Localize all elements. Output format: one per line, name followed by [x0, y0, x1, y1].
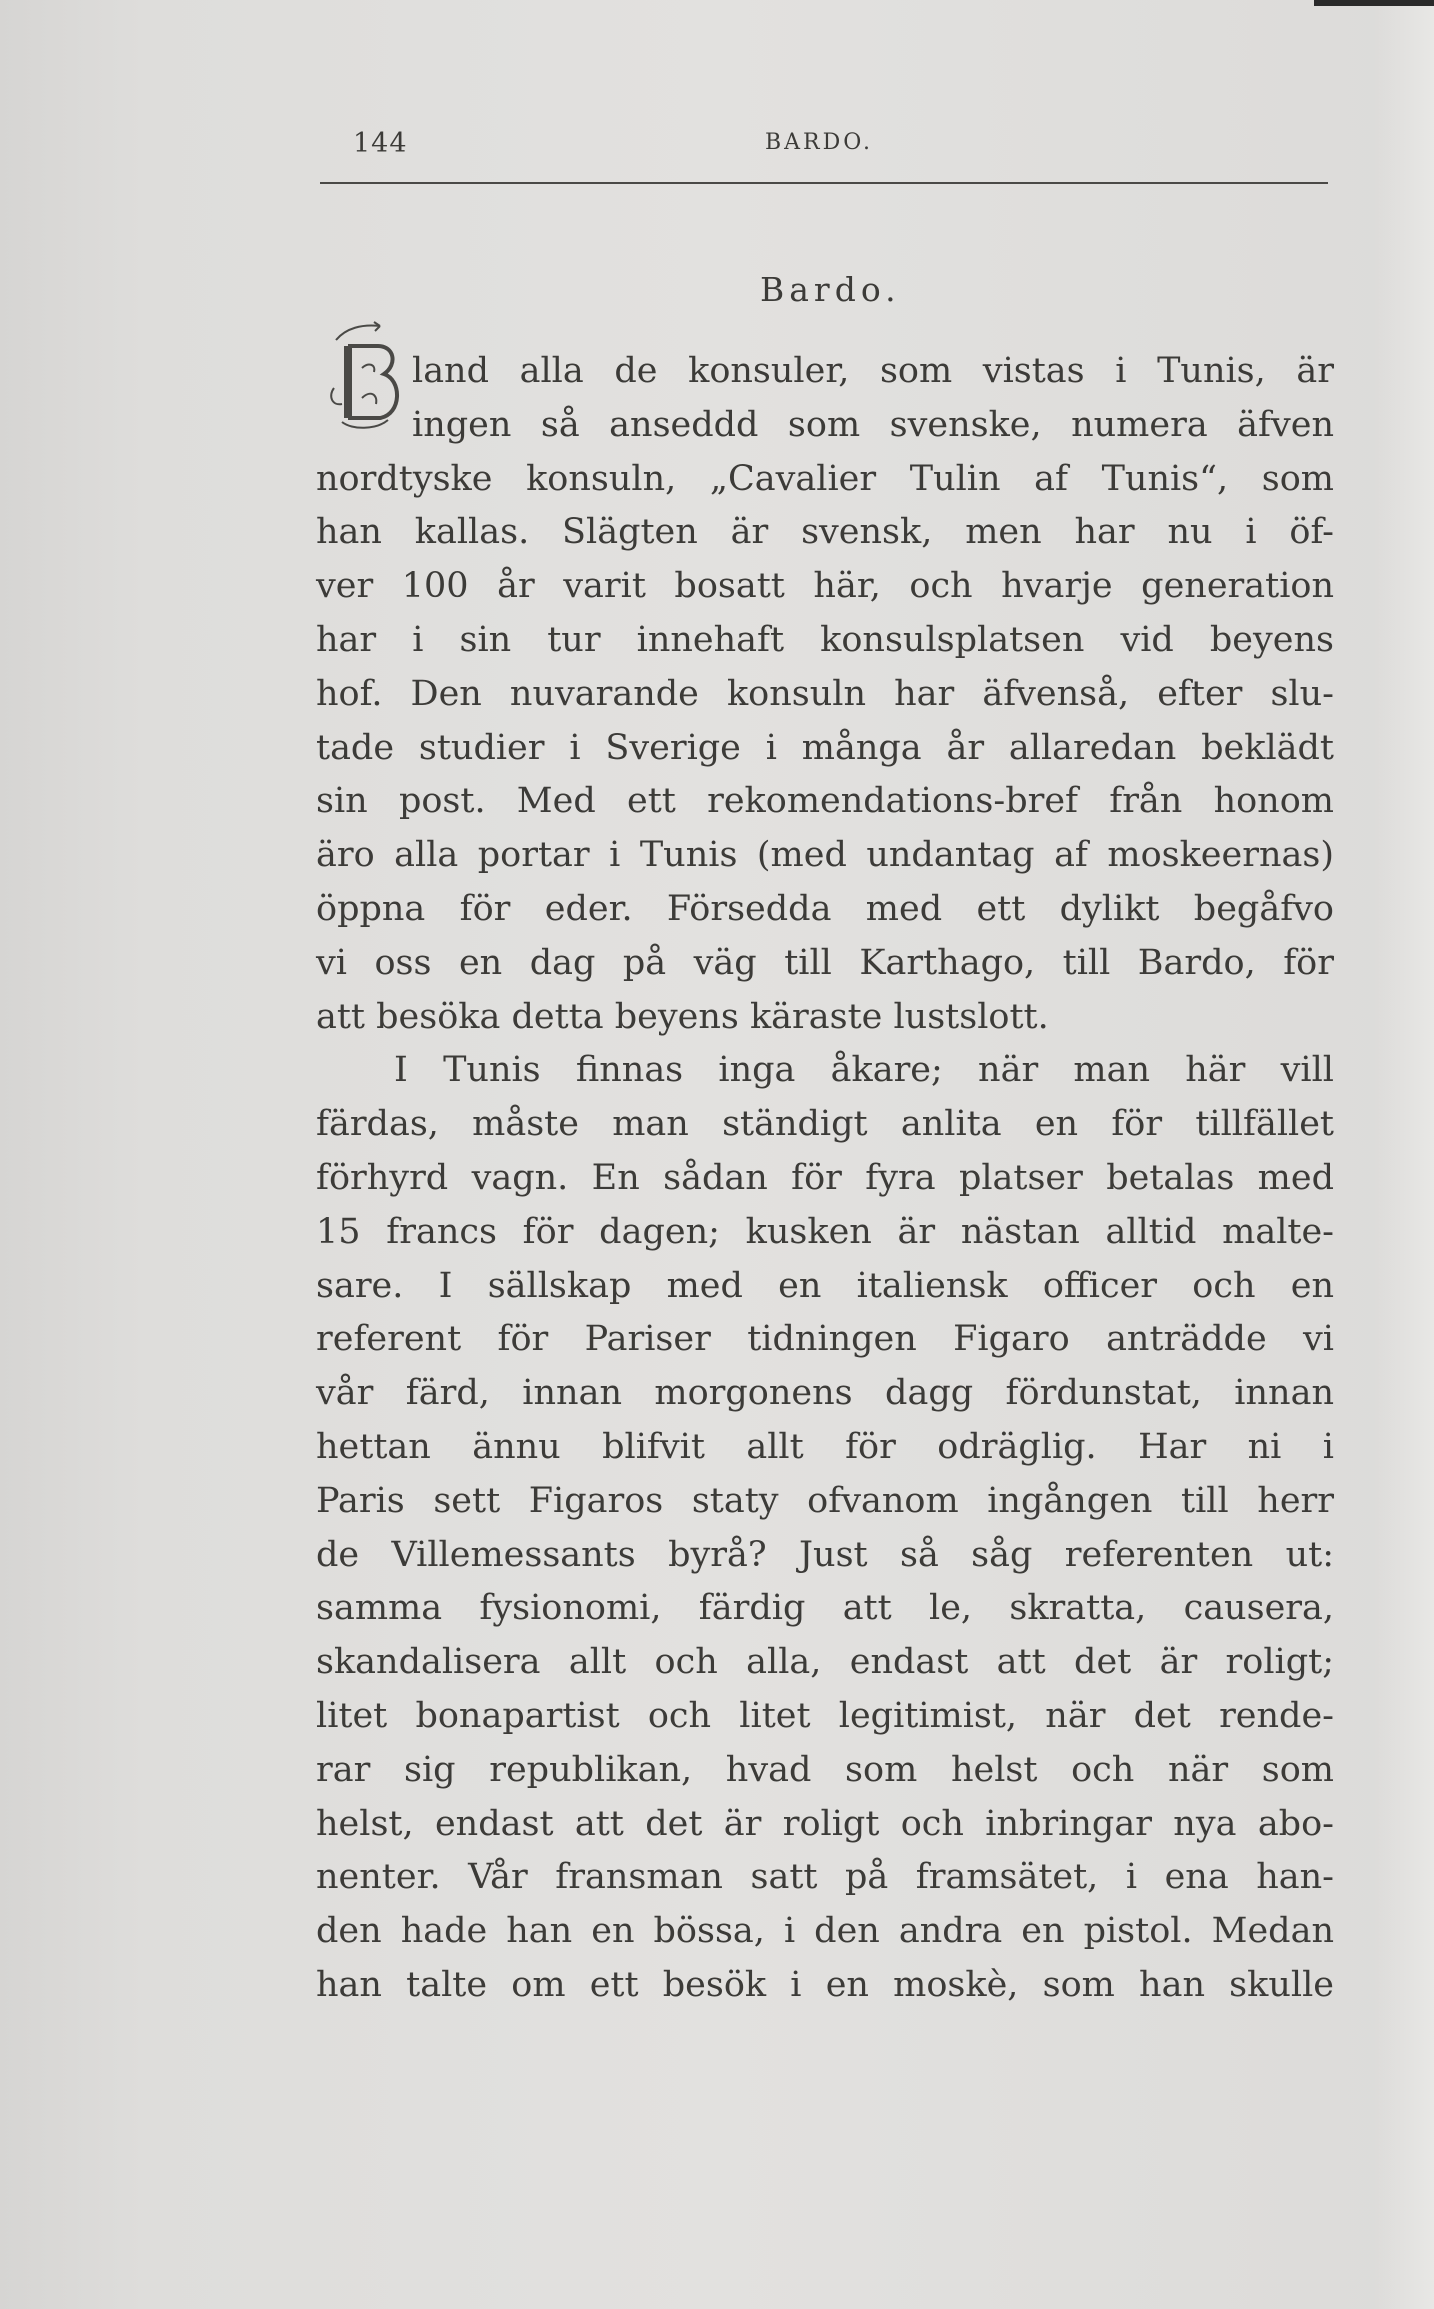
text-line: tade studier i Sverige i många år allaredan beklädt	[316, 727, 1334, 768]
text-line: litet bonapartist och litet legitimist, när det rende-	[316, 1695, 1334, 1736]
text-line: Paris sett Figaros staty ofvanom ingången till herr	[316, 1480, 1334, 1521]
body-text	[316, 345, 1334, 2013]
text-line: nordtyske konsuln, „Cavalier Tulin af Tunis“, som	[316, 458, 1334, 499]
page-number: 144	[353, 128, 408, 159]
text-line: 15 francs för dagen; kusken är nästan alltid malte-	[316, 1211, 1334, 1252]
text-line: ver 100 år varit bosatt här, och hvarje generation	[316, 566, 1334, 607]
text-line: äro alla portar i Tunis (med undantag af moskeernas)	[316, 835, 1334, 876]
text-line: att besöka detta beyens käraste lustslott.	[316, 996, 1049, 1037]
text-line: land alla de konsuler, som vistas i Tunis, är	[412, 351, 1334, 391]
scan-border	[1314, 0, 1434, 6]
text-line: vår färd, innan morgonens dagg fördunstat, innan	[316, 1373, 1334, 1414]
text-line: har i sin tur innehaft konsulsplatsen vid beyens	[316, 619, 1334, 660]
text-line: skandalisera allt och alla, endast att det är roligt;	[316, 1642, 1334, 1683]
text-line: referent för Pariser tidningen Figaro anträdde vi	[316, 1319, 1334, 1360]
text-line: han kallas. Slägten är svensk, men har nu i öf-	[316, 512, 1334, 553]
text-line: hettan ännu blifvit allt för odräglig. Har ni i	[316, 1426, 1334, 1467]
text-line: samma fysionomi, färdig att le, skratta, causera,	[316, 1588, 1334, 1629]
text-line: färdas, måste man ständigt anlita en för tillfället	[316, 1104, 1334, 1145]
text-line: I Tunis finnas inga åkare; när man här vill	[394, 1050, 1334, 1091]
text-line: helst, endast att det är roligt och inbringar nya abo-	[316, 1803, 1334, 1844]
running-head: BARDO.	[765, 130, 873, 155]
header-rule	[320, 182, 1328, 184]
text-line: den hade han en bössa, i den andra en pistol. Medan	[316, 1911, 1334, 1952]
text-line: ingen så anseddd som svenske, numera äfven	[412, 404, 1334, 445]
text-line: hof. Den nuvarande konsuln har äfvenså, efter slu-	[316, 673, 1334, 714]
text-line: nenter. Vår fransman satt på framsätet, i ena han-	[316, 1857, 1334, 1898]
text-line: han talte om ett besök i en moskè, som han skulle	[316, 1964, 1334, 2005]
chapter-title: Bardo.	[760, 270, 901, 309]
text-line: öppna för eder. Försedda med ett dylikt begåfvo	[316, 888, 1334, 929]
text-line: vi oss en dag på väg till Karthago, till Bardo, för	[316, 942, 1334, 983]
text-line: de Villemessants byrå? Just så såg referenten ut:	[316, 1534, 1334, 1575]
text-line: sin post. Med ett rekomendations-bref från honom	[316, 781, 1334, 822]
text-line: sare. I sällskap med en italiensk officer och en	[316, 1265, 1334, 1306]
text-line: rar sig republikan, hvad som helst och när som	[316, 1749, 1334, 1790]
page-header	[320, 128, 1330, 176]
text-line: förhyrd vagn. En sådan för fyra platser betalas med	[316, 1157, 1334, 1198]
page-edge-shadow	[1374, 0, 1434, 2309]
drop-cap-letter: B	[322, 318, 323, 319]
